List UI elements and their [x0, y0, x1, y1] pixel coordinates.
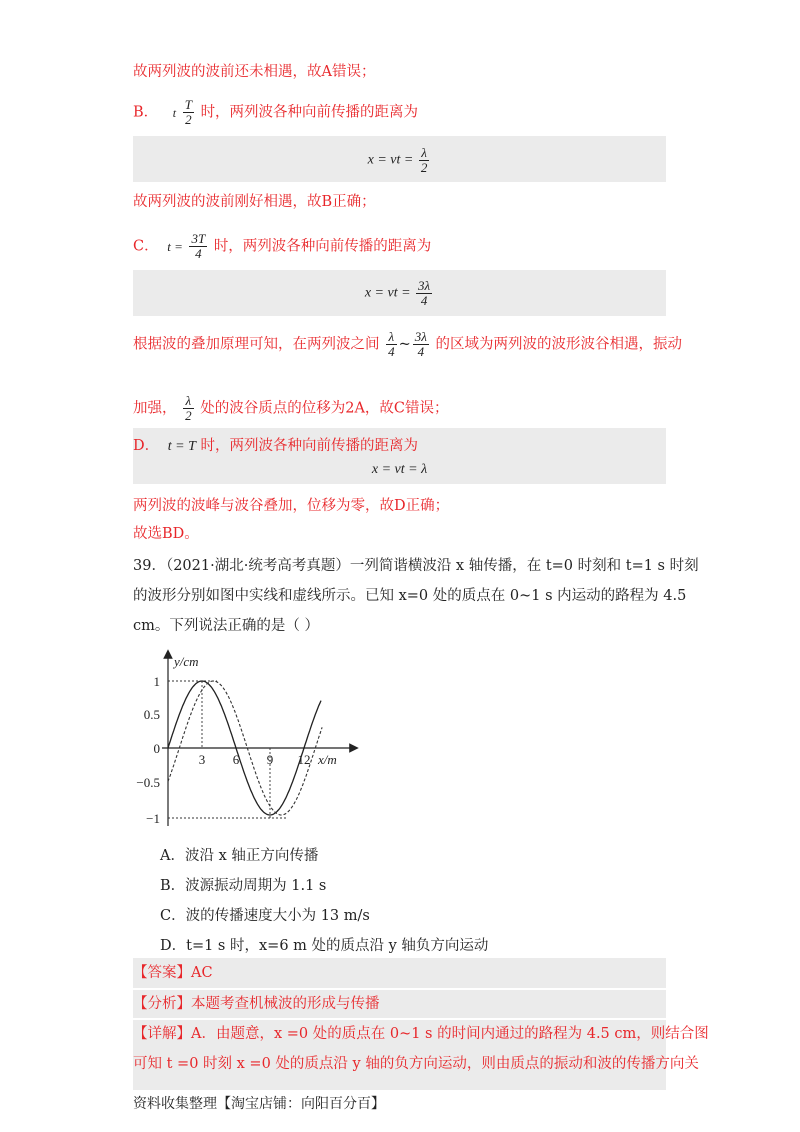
- solution-line-h: 两列波的波峰与波谷叠加，位移为零，故D正确；: [133, 498, 450, 514]
- y-tick-0: 0: [153, 741, 160, 756]
- analysis-line: 【分析】本题考查机械波的形成与传播: [133, 996, 380, 1012]
- solution-line-a: 故两列波的波前还未相遇，故A错误；: [133, 64, 376, 80]
- y-axis-label: y/cm: [174, 654, 199, 669]
- y-tick-neg1: −1: [146, 811, 160, 826]
- option-d: D．t=1 s 时，x=6 m 处的质点沿 y 轴负方向运动: [160, 938, 489, 954]
- wave-graph: [136, 648, 360, 838]
- solution-line-i: 故选BD。: [133, 526, 199, 542]
- solution-line-g: D． t = T 时，两列波各种向前传播的距离为: [133, 438, 418, 454]
- solution-line-b: B． t $\frac{T}{2}$ 时，两列波各种向前传播的距离为: [133, 97, 419, 127]
- x-tick-9: 9: [266, 752, 274, 767]
- x-axis-label: x/m: [318, 752, 337, 767]
- option-c: C．波的传播速度大小为 13 m/s: [160, 908, 370, 924]
- detail-line-2: 可知 t =0 时刻 x =0 处的质点沿 y 轴的负方向运动，则由质点的振动和波的传播方向关: [133, 1056, 699, 1072]
- question-line-2: 的波形分别如图中实线和虚线所示。已知 x=0 处的质点在 0~1 s 内运动的路程为 4.5: [133, 588, 687, 604]
- solution-line-c: 故两列波的波前刚好相遇，故B正确；: [133, 194, 376, 210]
- x-tick-3: 3: [198, 752, 206, 767]
- solution-line-f: 加强， $\frac{\lambda}{2}$ 处的波谷质点的位移为2A，故C错误；: [133, 393, 449, 423]
- y-tick-0.5: 0.5: [143, 707, 160, 722]
- answer-line: 【答案】AC: [133, 965, 213, 981]
- y-tick-neg0.5: −0.5: [136, 775, 160, 790]
- equation-3: x = vt = λ: [371, 462, 428, 477]
- question-line-3: cm。下列说法正确的是（ ）: [133, 618, 319, 634]
- option-b: B．波源振动周期为 1.1 s: [160, 878, 327, 894]
- page-footer: 资料收集整理【淘宝店铺：向阳百分百】: [133, 1096, 385, 1112]
- equation-2: x = vt = $\frac{3\lambda}{4}$: [364, 278, 431, 308]
- x-tick-12: 12: [297, 752, 311, 767]
- equation-1: x = vt = $\frac{\lambda}{2}$: [367, 145, 428, 175]
- solution-line-e: 根据波的叠加原理可知，在两列波之间 $\frac{\lambda}{4}$ ~ $\frac{3\lambda}{4}$ 的区域为两列波的波形波谷相遇，振动: [133, 329, 683, 359]
- x-tick-6: 6: [232, 752, 240, 767]
- solution-line-d: C． t = $\frac{3T}{4}$ 时，两列波各种向前传播的距离为: [133, 231, 432, 261]
- detail-line-1: 【详解】A．由题意，x =0 处的质点在 0~1 s 的时间内通过的路程为 4.5 cm，则结合图: [133, 1026, 709, 1042]
- question-line-1: 39．（2021·湖北·统考高考真题）一列简谐横波沿 x 轴传播，在 t=0 时刻和 t=1 s 时刻: [133, 558, 699, 574]
- y-tick-1: 1: [153, 674, 160, 689]
- guide-lines: [168, 681, 288, 818]
- option-a: A．波沿 x 轴正方向传播: [160, 848, 319, 864]
